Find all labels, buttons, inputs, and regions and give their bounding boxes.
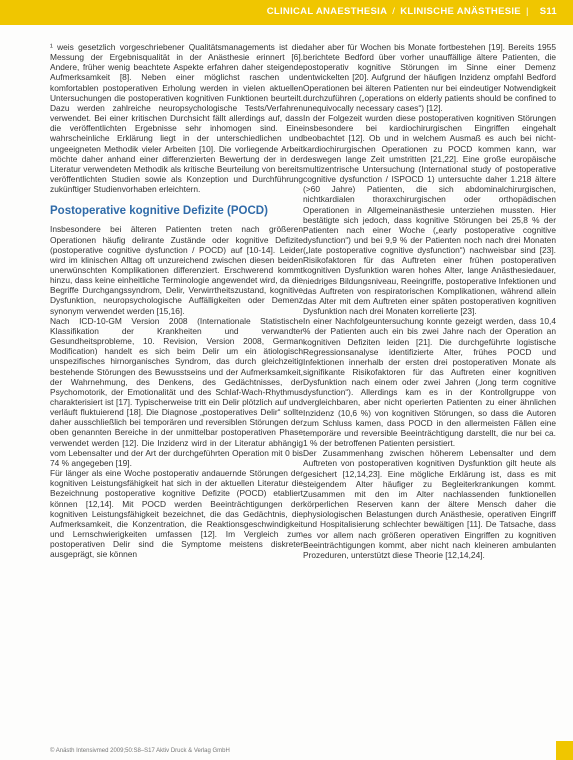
page-number: S11 — [539, 6, 557, 17]
right-paragraph-4: Der Zusammenhang zwischen höherem Lebensalter und dem Auftreten von postoperativen kognitiven Dysfunktion gilt heute als gesichert [12,14,23]. Eine mögliche Erklärung ist, dass es mit steigendem Alter häufiger zu Begleiterkrankungen kommt. Zusammen mit den im Alter nachlassenden funktionellen körperlichen Reserven kann der ältere Mensch daher die physiologischen Belastungen durch Anästhesie, operativen Eingriff und Hospitalisierung schlechter bewältigen [11]. De Tatsache, dass es vor allem nach größeren operativen Eingriffen zu kognitiven Beeinträchtigungen kommt, aber nicht nach kleineren ambulanten Prozeduren, unterstützt diese Theorie [12,14,24]. — [303, 448, 556, 560]
running-header — [267, 6, 557, 17]
page-footer: © Anästh Intensivmed 2009;50:S8–S17 Aktiv Druck & Verlag GmbH — [50, 748, 230, 754]
corner-tab — [556, 741, 573, 760]
header-separator: / — [392, 6, 396, 17]
right-column — [303, 42, 556, 560]
section-heading: Postoperative kognitive Defizite (POCD) — [50, 205, 268, 218]
intro-paragraph: ¹ weis gesetzlich vorgeschriebener Qualitätsmanagements ist die Messung der Ergebnisqualität in der Anästhesie erinnert [6]. Andere, früher wenig beachtete Aspekte erfahren daher steigende Aufmerksamkeit [8]. Neben einer möglichst raschen und komfortablen postoperativen Erholung werden in vielen aktuellen Untersuchungen die postoperativen kognitiven Funktionen beurteilt. Dazu werden zahlreiche neuropsychologische Tests/Verfahren verwendet. Bei einer kritischen Durchsicht fällt allerdings auf, dass die veröffentlichten Ergebnisse sehr inhomogen sind. Eine wahrscheinliche Erklärung liegt in der unterschiedlichen und ungeeigneten Methodik vieler Arbeiten [10]. Die vorliegende Arbeit möchte daher anhand einer differenzierten Bewertung der in der Literatur verwendeten Methodik als kritische Beurteilung von bereits veröffentlichten Studien sowie als Konzeption und Durchführung zukünftiger Studienvorhaben erleichtern. — [50, 42, 303, 195]
pocd-paragraph-1: Insbesondere bei älteren Patienten treten nach größeren Operationen häufig delirante Zustände oder kognitive Defizite (postoperative cognitive dysfunction / POCD) auf [10-14]. Leider wird im klinischen Alltag oft unzureichend zwischen diesen beiden unerwünschten Komplikationen differenziert. Erschwerend kommt hinzu, dass keine einheitliche Terminologie angewendet wird, da die Begriffe Durchgangssyndrom, Delir, Verwirrtheitszustand, kognitive Dysfunktion, neuropsychologische Auffälligkeiten oder Demenz synonym verwendet werden [15,16]. — [50, 224, 303, 316]
pocd-paragraph-3: Für länger als eine Woche postoperativ andauernde Störungen der kognitiven Leistungsfähigkeit hat sich in der aktuellen Literatur die Bezeichnung postoperative kognitive Defizite (POCD) etabliert können [12,14]. Mit POCD werden Beeinträchtigungen der kognitiven Leistungsfähigkeit bezeichnet, die das Gedächtnis, die Aufmerksamkeit, die Konzentration, die Reaktionsgeschwindigkeit und Lernschwierigkeiten umfassen [12]. Im Vergleich zum postoperativen Delir sind die Symptome meistens diskreter ausgeprägt, sie können — [50, 468, 303, 560]
header-section-en: CLINICAL ANAESTHESIA — [266, 6, 388, 17]
left-column — [50, 42, 303, 560]
right-paragraph-3: In einer Nachfolgeuntersuchung konnte gezeigt werden, dass 10,4 % der Patienten auch ein bis zwei Jahre nach der Operation an kognitiven Defiziten leiden [21]. Die durchgeführte logistische Regressionsanalyse identifizierte Alter, frühes POCD und Infektionen innerhalb der ersten drei postoperativen Monate als signifikante Risikofaktoren für das Auftreten einer kognitiven Dysfunktion nach einem oder zwei Jahren („long term cognitive dysfunction“). Allerdings kam es in der Kontrollgruppe von vergleichbaren, aber nicht operierten Patienten zu einer ähnlichen Inzidenz (10,6 %) von kognitiven Störungen, so dass die Autoren zum Schluss kamen, dass POCD in den allermeisten Fällen eine temporäre und reversible Beeinträchtigung darstellt, die nur bei ca. 1 % der betroffenen Patienten persistiert. — [303, 316, 556, 449]
right-paragraph-1: daher aber für Wochen bis Monate fortbestehen [19]. Bereits 1955 berichtete Bedford über vorher unauffällige ältere Patienten, die postoperativ kognitive Störungen im Sinne einer Demenz entwickelten [20]. Aufgrund der häufigen Inzidenz ompfahl Bedford Operationen bei älteren Patienten nur bei eindeutiger Notwendigkeit durchzuführen („operations on elderly patients should be confined to unequivocally necessary cases“) [12]. — [303, 42, 556, 113]
page-header-bar — [0, 0, 573, 25]
header-separator-2: | — [525, 6, 529, 17]
header-section-de: KLINISCHE ANÄSTHESIE — [400, 6, 521, 17]
pocd-paragraph-2: Nach ICD-10-GM Version 2008 (Internationale Statistische Klassifikation der Krankheiten und verwandter Gesundheitsprobleme, 10. Revision, Version 2008, German Modification) handelt es sich beim Delir um ein ätiologisch unspezifisches hirnorganisches Syndrom, das durch gleichzeitig bestehende Störungen des Bewusstseins und der Aufmerksamkeit, der Wahrnehmung, des Denkens, des Gedächtnisses, der Psychomotorik, der Emotionalität und des Schlaf-Wach-Rhythmus charakterisiert ist [17]. Typischerweise tritt ein Delir plötzlich auf und verläuft fluktuierend [18]. Die Diagnose „postoperatives Delir“ sollte daher ausschließlich bei temporären und reversiblen Störungen der oben genannten Bereiche in der unmittelbar postoperativen Phase verwendet werden [12]. Die Inzidenz wird in der Literatur abhängig vom Lebensalter und der Art der durchgeführten Operation mit 0 bis 74 % angegeben [19]. — [50, 315, 303, 468]
right-paragraph-2: In der Folgezeit wurden diese postoperativen kognitiven Störungen insbesondere bei kardiochirurgischen Eingriffen eingehalt beobachtet [12]. Ob und in welchem Ausmaß es auch bei nicht-kardiochirurgischen Operationen zu POCD kommen kann, war deswegen lange Zeit umstritten [21,22]. Eine große europäische multizentrische Untersuchung (International study of postoperative cognitive dysfunction / ISPOCD 1) untersuchte daher 1.218 ältere (>60 Jahre) Patienten, die sich abdominalchirurgischen, nichtkardialen thoraxchirurgischen oder orthopädischen Operationen in Allgemeinanästhesie unterziehen mussten. Hier bestätigte sich jedoch, dass kognitive Störungen bei 25,8 % der Patienten nach einer Woche („early postoperative cognitive dysfunction“) und bei 9,9 % der Patienten noch nach drei Monaten („late postoperative cognitive dysfunction“) nachweisbar sind [23]. Risikofaktoren für das Auftreten einer frühen postoperativen kognitiven Dysfunktion waren hohes Alter, lange Anästhesiedauer, niedriges Bildungsniveau, Reeingriffe, postoperative Infektionen und das Auftreten von respiratorischen Komplikationen, während allein das Alter mit dem Auftreten einer späten postoperativen kognitiven Dysfunktion nach drei Monaten korrelierte [23]. — [303, 113, 556, 317]
